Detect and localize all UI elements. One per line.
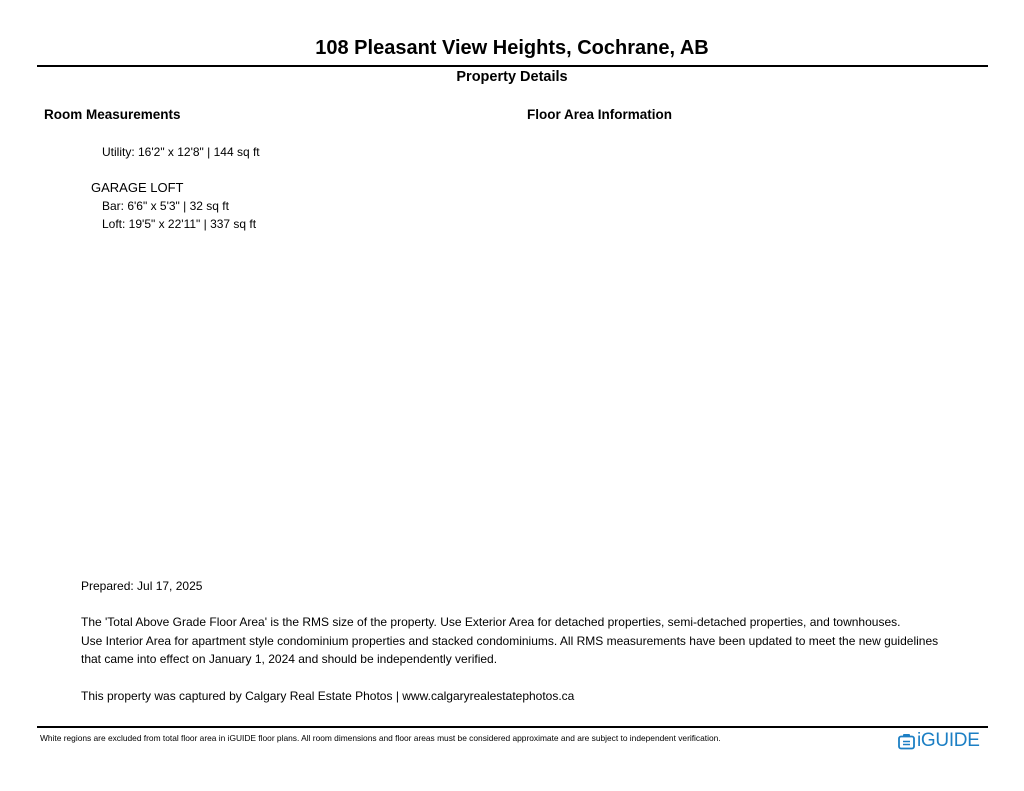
rms-note-line: that came into effect on January 1, 2024 and should be independently verified. — [81, 652, 498, 666]
rms-note-line: The 'Total Above Grade Floor Area' is the RMS size of the property. Use Exterior Area for detached properties, semi-detached properties, and townhouses. — [81, 615, 901, 629]
level-garage-loft: GARAGE LOFT — [91, 180, 184, 195]
iguide-logo-text: iGUIDE — [917, 730, 980, 751]
footer-divider — [37, 726, 988, 728]
captured-by-note: This property was captured by Calgary Real Estate Photos | www.calgaryrealestatephotos.ca — [81, 689, 575, 703]
room-bar: Bar: 6'6" x 5'3" | 32 sq ft — [102, 199, 229, 213]
rms-note-line: Use Interior Area for apartment style condominium properties and stacked condominiums. All RMS measurements have been updated to meet the new guidelines — [81, 633, 939, 648]
footer-disclaimer: White regions are excluded from total floor area in iGUIDE floor plans. All room dimensions and floor areas must be considered approximate and are subject to independent verification. — [40, 733, 721, 743]
iguide-camera-icon — [898, 733, 915, 750]
prepared-date: Prepared: Jul 17, 2025 — [81, 579, 203, 593]
floor-area-heading: Floor Area Information — [527, 107, 673, 122]
page-title: 108 Pleasant View Heights, Cochrane, AB — [315, 37, 709, 59]
rms-note — [81, 613, 938, 669]
room-measurements-heading: Room Measurements — [44, 107, 181, 122]
room-loft: Loft: 19'5" x 22'11" | 337 sq ft — [102, 217, 257, 231]
iguide-logo — [898, 730, 980, 752]
room-utility: Utility: 16'2" x 12'8" | 144 sq ft — [102, 145, 260, 159]
title-divider — [37, 65, 988, 67]
page-subtitle: Property Details — [456, 69, 568, 85]
